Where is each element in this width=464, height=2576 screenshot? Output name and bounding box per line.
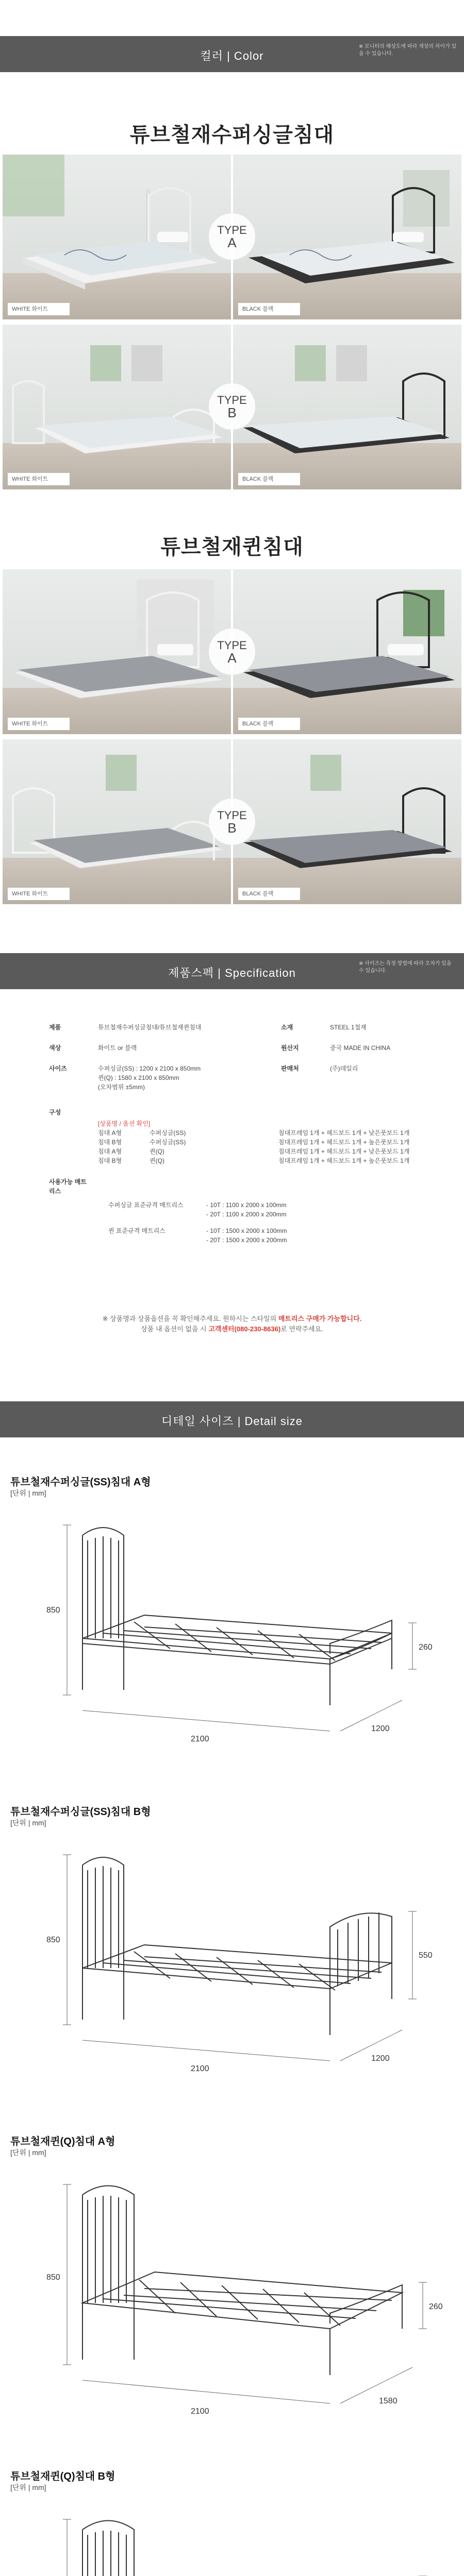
queen-white-a-photo [3, 569, 231, 734]
dim-width: 1580 [379, 2397, 397, 2405]
photo-caption: WHITE 화이트 [8, 303, 70, 315]
single-white-a-photo [3, 155, 231, 319]
dim-foot: 260 [419, 1643, 433, 1652]
photo-caption: BLACK 블랙 [238, 473, 300, 485]
detail-section-band [0, 1401, 464, 1437]
color-section-note: ※ 모니터의 해상도에 따라 색상의 차이가 있을 수 있습니다. [359, 44, 457, 57]
composition-header: [상품명 / 옵션 확인] [98, 1120, 151, 1127]
mattress-size: - 20T : 1500 x 2000 x 200mm [206, 1236, 287, 1244]
dim-width: 1200 [371, 1724, 390, 1733]
composition-desc: 침대프레임 1개 + 헤드보드 1개 + 높은풋보드 1개 [278, 1139, 410, 1146]
mattress-size: - 10T : 1500 x 2000 x 100mm [206, 1227, 287, 1234]
spec-value: (오차범위 ±5mm) [98, 1083, 145, 1091]
type-label: TYPE [217, 394, 247, 406]
mattress-size: - 10T : 1100 x 2000 x 100mm [206, 1201, 287, 1209]
composition-size: 퀸(Q) [150, 1148, 164, 1155]
dim-length: 2100 [191, 2407, 209, 2416]
customer-center-phone: 고객센터(080-230-8636) [208, 1325, 281, 1333]
photo-caption: BLACK 블랙 [238, 718, 300, 730]
spec-section-title: 제품스펙 | Specification [168, 967, 296, 979]
composition-type: 침대 B형 [98, 1139, 122, 1146]
dim-foot: 550 [419, 1951, 433, 1960]
type-letter: B [227, 820, 237, 836]
single-black-b-photo [233, 325, 461, 489]
detail-title: 튜브철재퀸(Q)침대 B형 [10, 2471, 115, 2482]
photo-caption: WHITE 화이트 [8, 888, 70, 900]
detail-unit: [단위 | mm] [10, 2148, 46, 2157]
mattress-size: - 20T : 1100 x 2000 x 200mm [206, 1211, 287, 1218]
bed-photo-illustration [3, 325, 231, 489]
composition-desc: 침대프레임 1개 + 헤드보드 1개 + 낮은풋보드 1개 [278, 1129, 410, 1137]
queen-black-b-photo [233, 739, 461, 904]
single-bed-title: 튜브철재수퍼싱글침대 [129, 124, 335, 146]
queen-white-b-photo [3, 739, 231, 904]
photo-caption: WHITE 화이트 [8, 718, 70, 730]
spec-value: STEEL 1철재 [330, 1024, 367, 1031]
spec-section-note: ※ 사이즈는 측정 방법에 따라 오차가 있을 수 있습니다. [359, 961, 452, 974]
detail-title: 튜브철재퀸(Q)침대 A형 [10, 2136, 115, 2147]
bed-photo-illustration [233, 155, 461, 319]
single-black-a-photo [233, 155, 461, 319]
composition-size: 수퍼싱글(SS) [150, 1139, 186, 1146]
single-type-a-badge [209, 213, 255, 260]
single-white-b-photo [3, 325, 231, 489]
bed-diagram-q-a [0, 2164, 464, 2442]
composition-type: 침대 A형 [98, 1148, 122, 1155]
bed-diagram-ss-a [0, 1504, 464, 1772]
bed-photo-illustration [233, 325, 461, 489]
composition-size: 수퍼싱글(SS) [150, 1129, 186, 1137]
spec-label: 판매처 [281, 1065, 299, 1072]
bed-diagram-ss-b [0, 1834, 464, 2102]
type-letter: A [227, 235, 237, 250]
spec-label: 사용가능 매트리스 [49, 1178, 87, 1195]
purchase-warning [0, 1314, 464, 1334]
spec-value: 화이트 or 블랙 [98, 1044, 137, 1052]
detail-title: 튜브철재수퍼싱글(SS)침대 A형 [10, 1477, 151, 1488]
spec-label: 사이즈 [49, 1065, 67, 1072]
spec-label: 제품 [49, 1024, 61, 1031]
bed-diagram-q-b [0, 2499, 464, 2576]
mattress-ss-label: 수퍼싱글 표준규격 매트리스 [108, 1201, 184, 1209]
spec-value: 중국 MADE IN CHINA [330, 1044, 391, 1052]
photo-caption: WHITE 화이트 [8, 473, 70, 485]
bed-photo-illustration [3, 569, 231, 734]
warning-text: ※ 상품명과 상품옵션을 꼭 확인해주세요. 원하시는 스타일의 [102, 1315, 277, 1323]
detail-title: 튜브철재수퍼싱글(SS)침대 B형 [10, 1806, 151, 1818]
warning-text: 상품 내 옵션이 없을 시 [141, 1325, 207, 1333]
mattress-q-label: 퀸 표준규격 매트리스 [108, 1227, 165, 1234]
type-label: TYPE [217, 809, 247, 822]
queen-bed-title: 튜브철재퀸침대 [160, 536, 304, 558]
bed-photo-illustration [233, 569, 461, 734]
photo-caption: BLACK 블랙 [238, 303, 300, 315]
spec-label: 구성 [49, 1109, 61, 1116]
type-letter: B [227, 405, 237, 420]
spec-value: 수퍼싱글(SS) : 1200 x 2100 x 850mm [98, 1065, 201, 1072]
spec-label: 색상 [49, 1044, 61, 1052]
detail-section-title: 디테일 사이즈 | Detail size [161, 1415, 303, 1428]
queen-type-b-badge [209, 799, 255, 845]
warning-highlight: 매트리스 구매가 가능합니다. [278, 1315, 362, 1323]
type-label: TYPE [217, 224, 247, 236]
dim-height: 850 [46, 2273, 60, 2282]
dim-length: 2100 [191, 1735, 209, 1743]
dim-width: 1200 [371, 2054, 390, 2063]
queen-type-a-badge [209, 629, 255, 675]
type-letter: A [227, 650, 237, 666]
composition-desc: 침대프레임 1개 + 헤드보드 1개 + 높은풋보드 1개 [278, 1157, 410, 1164]
queen-black-a-photo [233, 569, 461, 734]
photo-caption: BLACK 블랙 [238, 888, 300, 900]
spec-label: 소재 [281, 1024, 293, 1031]
dim-height: 850 [46, 1936, 60, 1944]
composition-desc: 침대프레임 1개 + 헤드보드 1개 + 낮은풋보드 1개 [278, 1148, 410, 1155]
dim-length: 2100 [191, 2064, 209, 2073]
dim-height: 850 [46, 1606, 60, 1615]
composition-type: 침대 A형 [98, 1129, 122, 1137]
spec-section-band [0, 953, 464, 989]
spec-value: 튜브철재수퍼싱글침대/튜브철재퀸침대 [98, 1024, 202, 1031]
detail-unit: [단위 | mm] [10, 2483, 46, 2492]
color-section-title: 컬러 | Color [200, 49, 264, 62]
bed-photo-illustration [233, 739, 461, 904]
spec-value: (주)데일리 [330, 1065, 358, 1072]
single-type-b-badge [209, 383, 255, 430]
detail-unit: [단위 | mm] [10, 1819, 46, 1827]
warning-text: 로 연락주세요. [280, 1325, 323, 1333]
bed-photo-illustration [3, 739, 231, 904]
composition-type: 침대 B형 [98, 1157, 122, 1164]
color-section-band [0, 36, 464, 72]
detail-unit: [단위 | mm] [10, 1489, 46, 1497]
composition-size: 퀸(Q) [150, 1157, 164, 1164]
type-label: TYPE [217, 639, 247, 652]
dim-foot: 260 [429, 2302, 443, 2311]
spec-label: 원산지 [281, 1044, 299, 1052]
bed-photo-illustration [3, 155, 231, 319]
spec-value: 퀸(Q) : 1580 x 2100 x 850mm [98, 1074, 179, 1081]
